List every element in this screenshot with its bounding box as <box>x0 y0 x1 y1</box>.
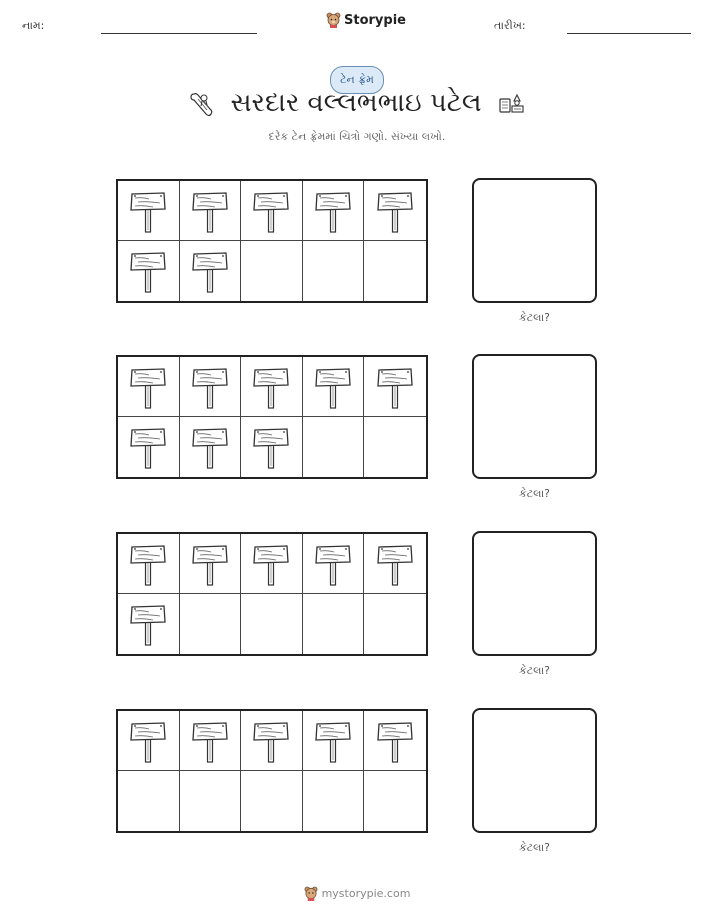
wooden-signpost-icon <box>252 542 290 586</box>
title-text: સરદાર વલ્લભભાઇ પટેલ <box>230 88 482 118</box>
wooden-signpost-icon <box>191 249 229 293</box>
frame-cell <box>118 357 180 417</box>
wooden-signpost-icon <box>376 365 414 409</box>
frame-cell <box>364 711 426 771</box>
wooden-signpost-icon <box>129 602 167 646</box>
frame-cell <box>241 357 303 417</box>
frame-cell <box>180 181 242 241</box>
frame-cell <box>241 417 303 477</box>
frame-cell <box>364 771 426 831</box>
wooden-signpost-icon <box>252 719 290 763</box>
frame-cell <box>180 241 242 301</box>
brand-logo <box>326 12 406 28</box>
bear-icon <box>304 886 318 901</box>
frame-cell <box>364 594 426 654</box>
ten-frame-3 <box>116 532 428 656</box>
ten-frame-badge: ટેન ફ્રેમ <box>330 66 384 94</box>
frame-cell <box>241 181 303 241</box>
wooden-signpost-icon <box>191 425 229 469</box>
frame-cell <box>303 417 365 477</box>
frame-cell <box>241 534 303 594</box>
frame-cell <box>180 417 242 477</box>
frame-cell <box>303 241 365 301</box>
frame-cell <box>303 711 365 771</box>
frame-cell <box>241 594 303 654</box>
frame-cell <box>303 181 365 241</box>
ten-frame-2 <box>116 355 428 479</box>
footer <box>0 886 714 901</box>
wooden-signpost-icon <box>376 189 414 233</box>
wooden-signpost-icon <box>129 365 167 409</box>
frame-cell <box>303 771 365 831</box>
wooden-signpost-icon <box>252 189 290 233</box>
bear-icon <box>326 12 341 28</box>
wooden-signpost-icon <box>129 249 167 293</box>
answer-box[interactable] <box>472 178 597 303</box>
date-line[interactable] <box>567 33 691 34</box>
frame-cell <box>118 711 180 771</box>
frame-cell <box>118 181 180 241</box>
frame-cell <box>180 594 242 654</box>
footer-url[interactable]: mystorypie.com <box>321 887 411 900</box>
frame-cell <box>364 241 426 301</box>
count-prompt: કેટલા? <box>518 311 551 324</box>
count-prompt: કેટલા? <box>518 487 551 500</box>
wooden-signpost-icon <box>191 719 229 763</box>
answer-box[interactable] <box>472 708 597 833</box>
wooden-signpost-icon <box>191 189 229 233</box>
name-line[interactable] <box>101 33 257 34</box>
frame-cell <box>303 357 365 417</box>
wooden-signpost-icon <box>252 365 290 409</box>
statue-icon <box>498 92 526 116</box>
answer-box[interactable] <box>472 354 597 479</box>
answer-box[interactable] <box>472 531 597 656</box>
wooden-signpost-icon <box>191 542 229 586</box>
wooden-signpost-icon <box>129 425 167 469</box>
wooden-signpost-icon <box>314 365 352 409</box>
frame-cell <box>364 534 426 594</box>
frame-cell <box>118 534 180 594</box>
count-prompt: કેટલા? <box>518 841 551 854</box>
frame-cell <box>241 771 303 831</box>
wooden-signpost-icon <box>129 189 167 233</box>
frame-cell <box>303 594 365 654</box>
frame-cell <box>118 241 180 301</box>
frame-cell <box>364 181 426 241</box>
frame-cell <box>303 534 365 594</box>
wooden-signpost-icon <box>191 365 229 409</box>
ten-frame-4 <box>116 709 428 833</box>
frame-cell <box>241 711 303 771</box>
wooden-signpost-icon <box>314 542 352 586</box>
frame-cell <box>180 357 242 417</box>
date-label: તારીખ: <box>494 19 526 32</box>
brand-name: Storypie <box>344 12 406 28</box>
instruction-text: દરેક ટેન ફ્રેમમાં ચિત્રો ગણો. સંખ્યા લખો. <box>268 130 446 143</box>
wooden-signpost-icon <box>314 189 352 233</box>
scroll-icon <box>188 90 214 118</box>
frame-cell <box>118 771 180 831</box>
frame-cell <box>364 357 426 417</box>
frame-cell <box>364 417 426 477</box>
frame-cell <box>118 594 180 654</box>
frame-cell <box>180 771 242 831</box>
frame-cell <box>180 711 242 771</box>
frame-cell <box>118 417 180 477</box>
wooden-signpost-icon <box>129 542 167 586</box>
worksheet-title <box>0 88 714 125</box>
frame-cell <box>180 534 242 594</box>
wooden-signpost-icon <box>376 542 414 586</box>
wooden-signpost-icon <box>252 425 290 469</box>
wooden-signpost-icon <box>314 719 352 763</box>
ten-frame-1 <box>116 179 428 303</box>
name-label: નામ: <box>22 19 45 32</box>
frame-cell <box>241 241 303 301</box>
wooden-signpost-icon <box>129 719 167 763</box>
count-prompt: કેટલા? <box>518 664 551 677</box>
wooden-signpost-icon <box>376 719 414 763</box>
